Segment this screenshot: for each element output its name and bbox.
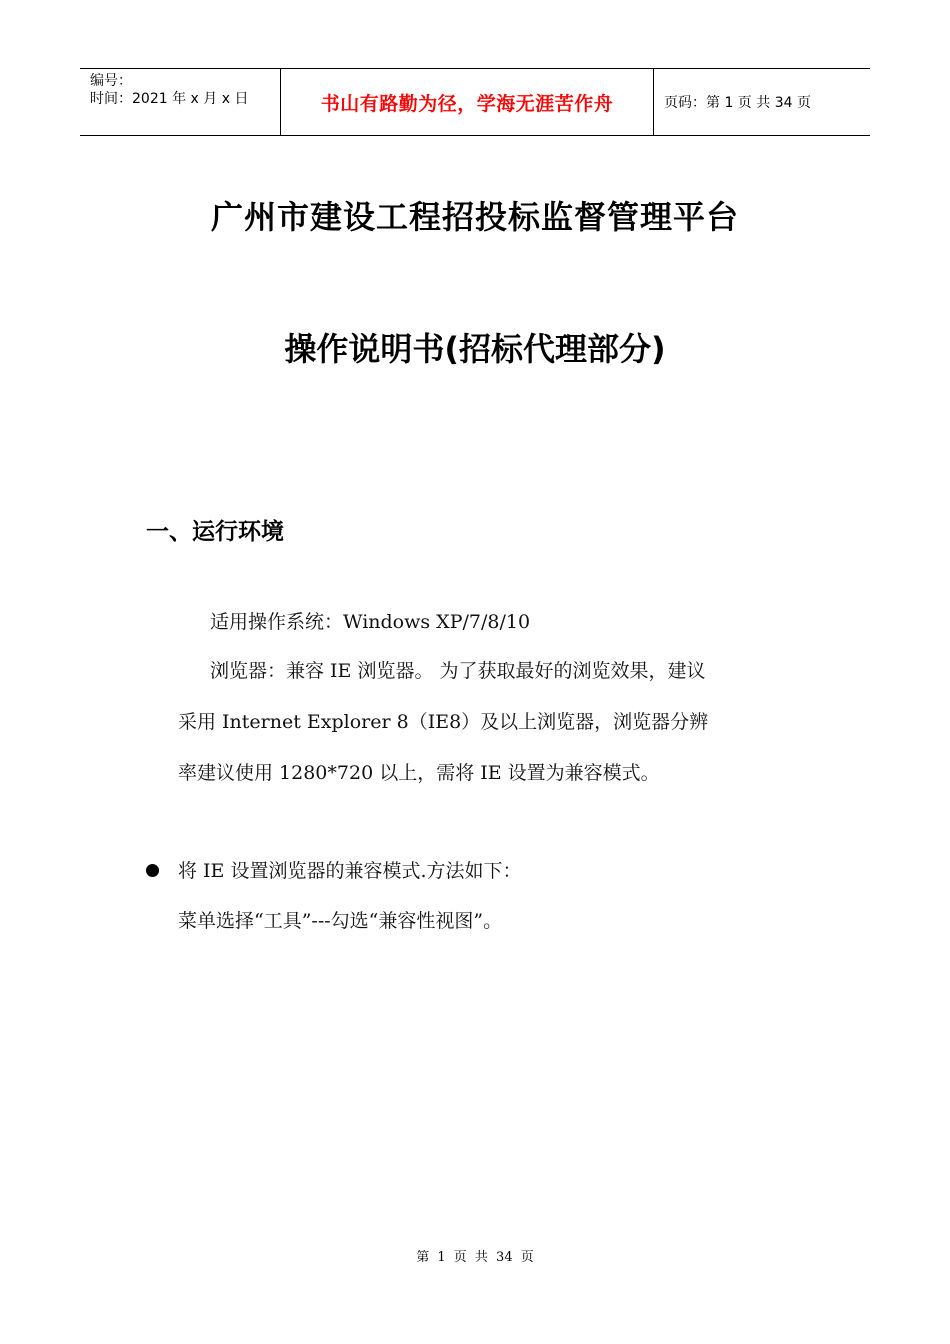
paragraph-line: 浏览器：兼容 IE 浏览器。 为了获取最好的浏览效果，建议: [210, 660, 706, 682]
header-date: 时间：2021 年 x 月 x 日: [90, 91, 249, 107]
header-page-info: 页码：第 1 页 共 34 页: [664, 95, 811, 111]
header-number-label: 编号：: [90, 73, 132, 89]
header-meta: [80, 69, 281, 135]
page-footer: 第 1 页 共 34 页: [416, 1250, 534, 1265]
page-header: [80, 68, 870, 136]
header-motto: 书山有路勤为径，学海无涯苦作舟: [281, 69, 654, 135]
section-heading: 一、运行环境: [146, 519, 284, 545]
document-title: 广州市建设工程招投标监督管理平台: [210, 198, 739, 236]
bullet-subtext: 菜单选择“工具”---勾选“兼容性视图”。: [178, 910, 503, 932]
bullet-text: 将 IE 设置浏览器的兼容模式.方法如下：: [178, 860, 522, 882]
bullet-icon: [146, 864, 159, 877]
document-subtitle: 操作说明书(招标代理部分): [284, 330, 666, 368]
paragraph-line: 率建议使用 1280*720 以上，需将 IE 设置为兼容模式。: [178, 762, 660, 784]
paragraph-line: 适用操作系统：Windows XP/7/8/10: [210, 611, 531, 633]
paragraph-line: 采用 Internet Explorer 8（IE8）及以上浏览器，浏览器分辨: [178, 711, 709, 733]
